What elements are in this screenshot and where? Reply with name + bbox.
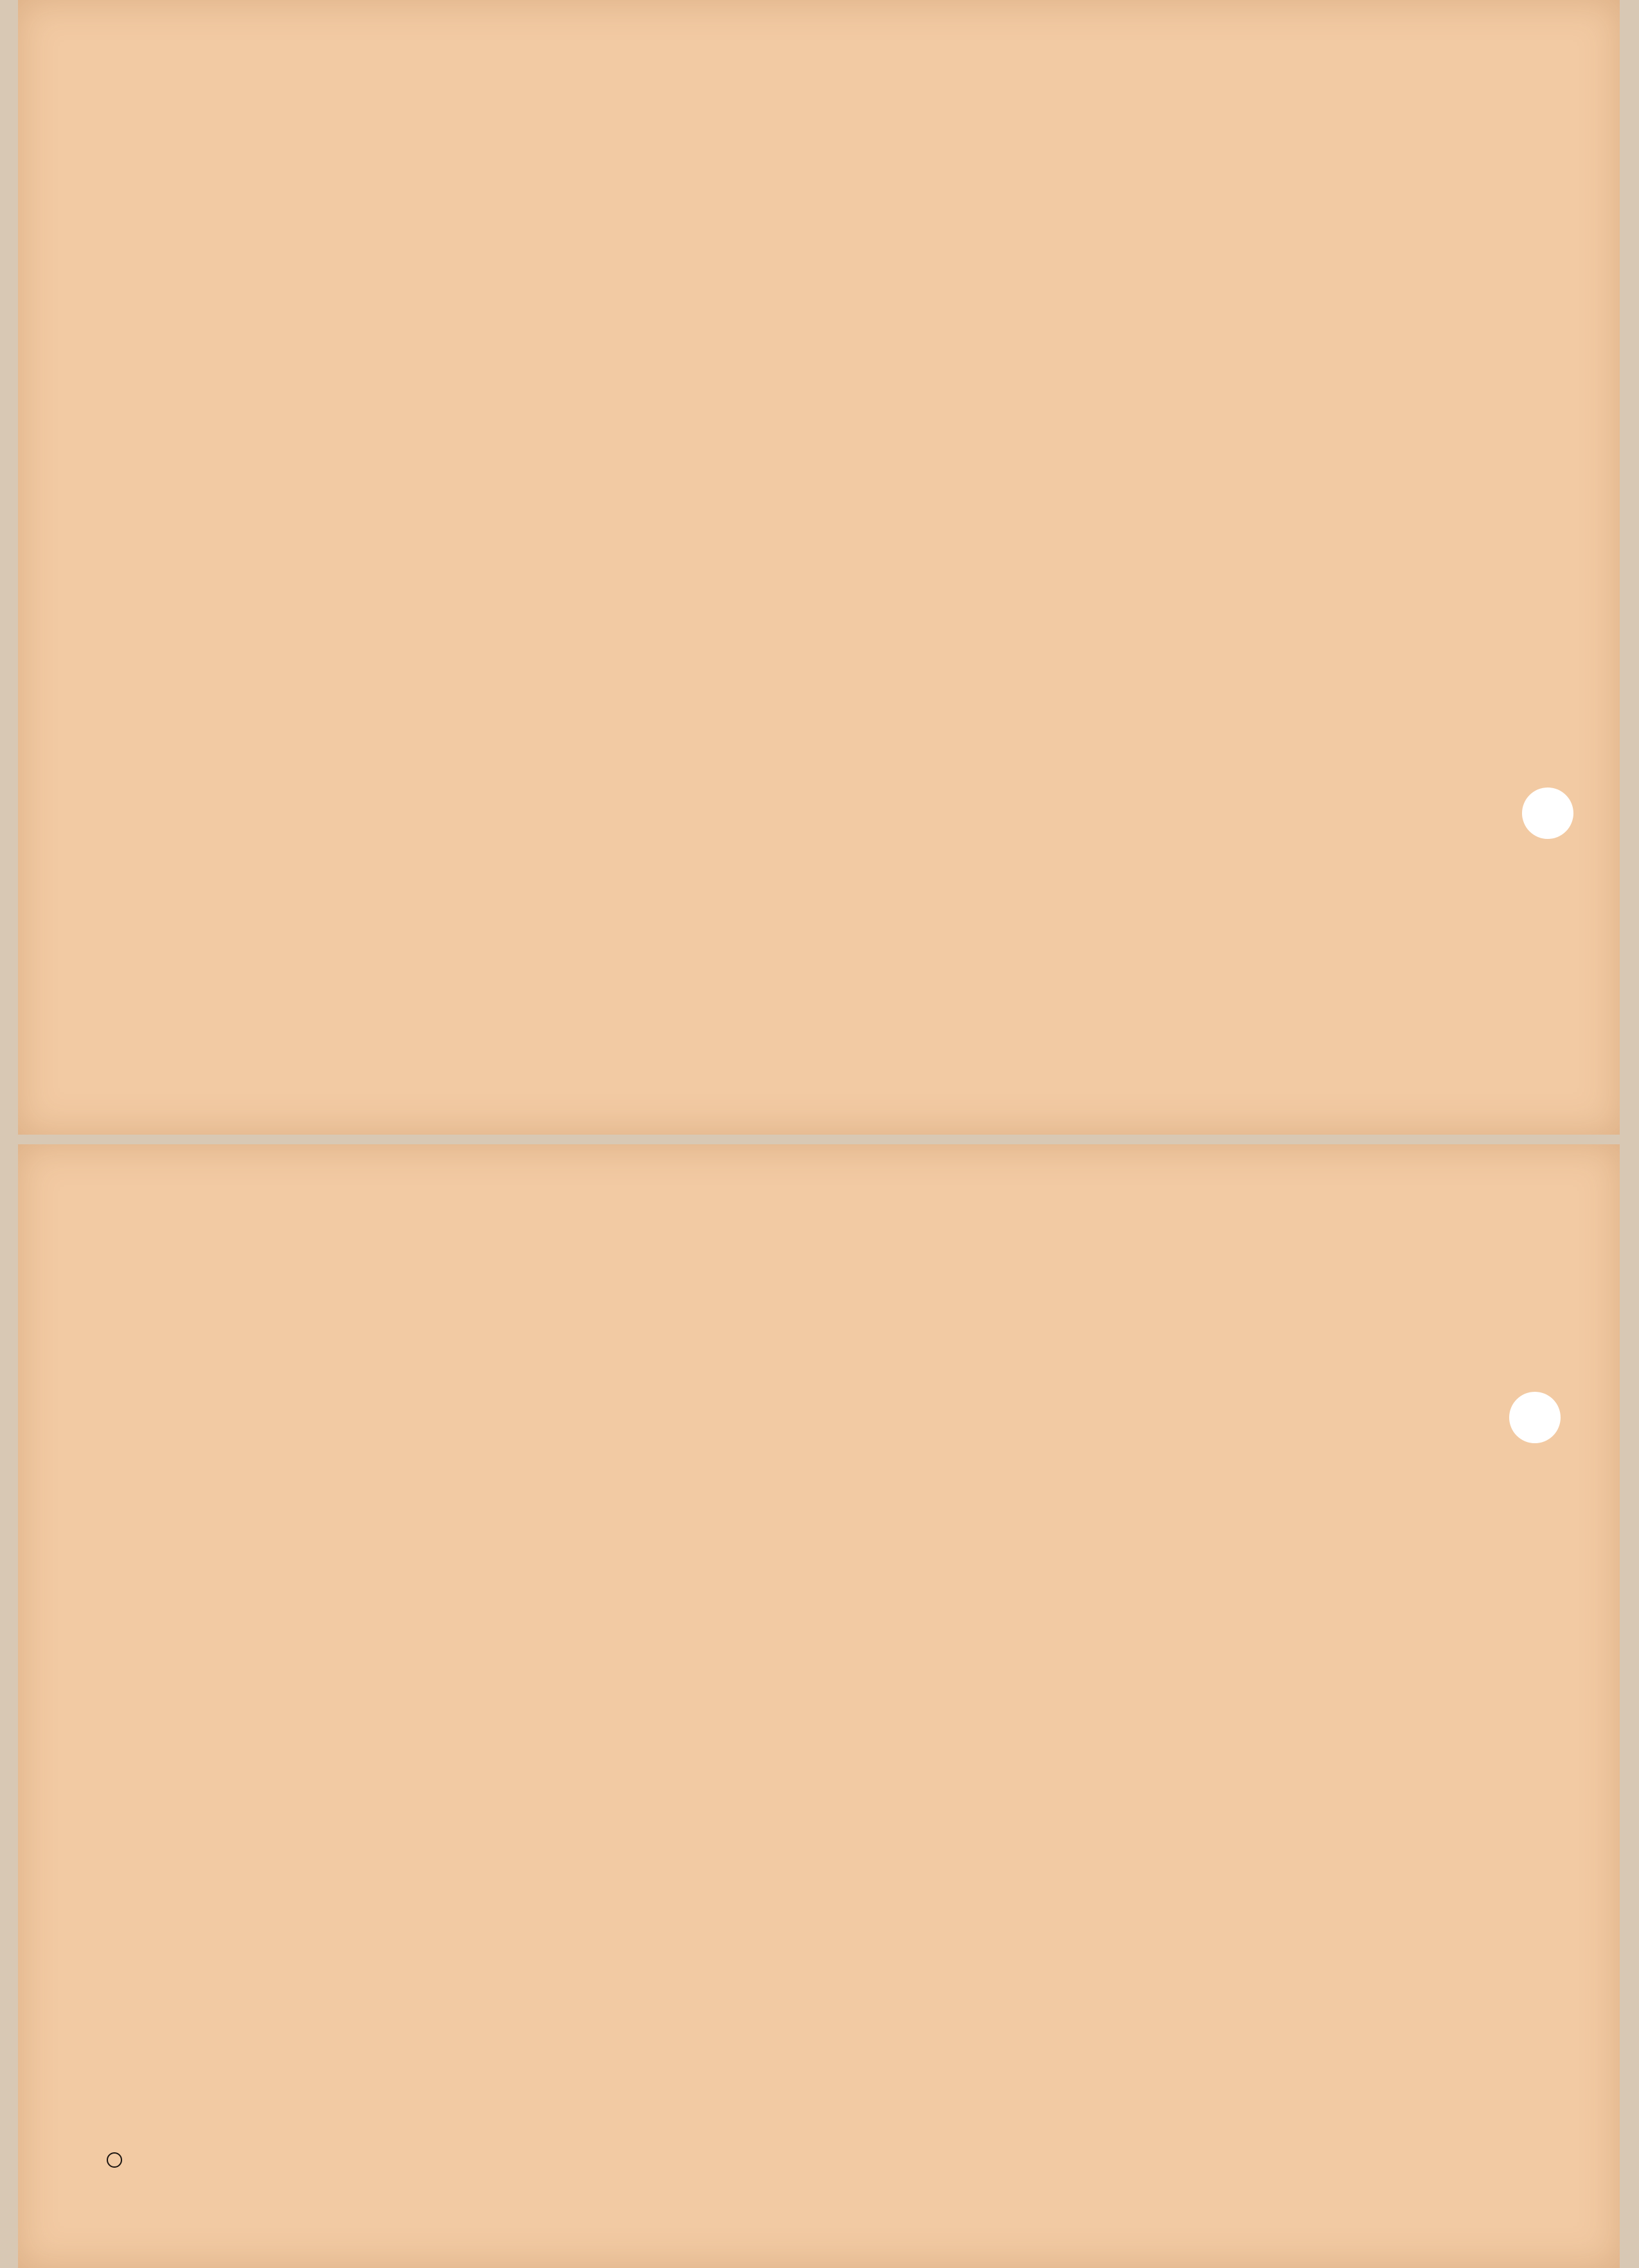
top-form-grid <box>18 0 1620 1135</box>
bottom-form-sheet <box>18 1144 1620 2268</box>
imprint-mark-icon <box>107 2152 122 2168</box>
top-form-sheet <box>18 0 1620 1135</box>
kommandos-grid <box>18 1144 1620 2268</box>
form-number <box>107 2152 126 2168</box>
